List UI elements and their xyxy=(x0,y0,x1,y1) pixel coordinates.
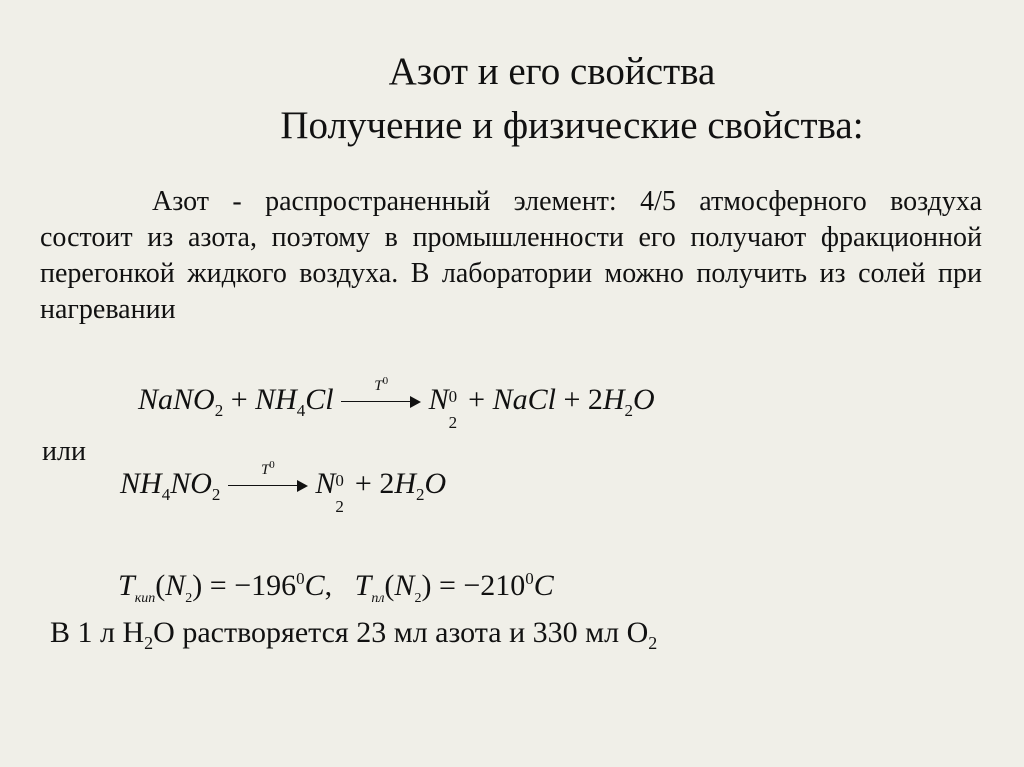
subscript: 4 xyxy=(161,485,171,504)
product-h2o-o: O xyxy=(424,467,447,500)
subscript: 2 xyxy=(414,591,422,606)
reaction-arrow xyxy=(341,375,421,417)
melting-substance: N xyxy=(394,569,415,602)
solubility-line xyxy=(50,616,657,654)
subscript: 2 xyxy=(415,485,425,504)
melting-point-symbol: T xyxy=(354,569,372,602)
coefficient: 2 xyxy=(379,467,395,500)
solubility-text-1: В 1 л H xyxy=(50,616,145,649)
intro-paragraph-text: Азот - распространенный элемент: 4/5 атмосферного воздуха состоит из азота, поэтому в промышленности его получают фракционной перегонкой жидкого воздуха. В лаборатории можно получить из солей при нагревании xyxy=(40,186,982,325)
subscript: 2 xyxy=(214,401,224,420)
reaction-2 xyxy=(120,459,447,516)
slide-subtitle: Получение и физические свойства: xyxy=(280,104,864,147)
coefficient: 2 xyxy=(587,383,603,416)
degree-mark: 0 xyxy=(296,569,305,588)
reaction-arrow xyxy=(228,459,308,501)
plus-sign: + xyxy=(468,383,486,416)
degree-mark: 0 xyxy=(525,569,534,588)
subscript: 2 xyxy=(335,497,344,516)
product-h2o: H xyxy=(394,467,416,500)
subscript: 2 xyxy=(624,401,634,420)
reactant-nh4cl-cl: Cl xyxy=(305,383,334,416)
slide-title: Азот и его свойства xyxy=(388,50,716,93)
plus-sign: + xyxy=(354,467,372,500)
reaction-condition: $T^0$ xyxy=(374,375,389,395)
subscript: 2 xyxy=(185,591,193,606)
plus-sign: + xyxy=(230,383,248,416)
solubility-text-2: O растворяется 23 мл азота и 330 мл O xyxy=(153,616,649,649)
product-n2: N xyxy=(315,467,336,500)
melting-point-value: −210 xyxy=(463,569,526,602)
reactant-nh4no2-no: NO xyxy=(170,467,212,500)
boiling-point-value: −196 xyxy=(234,569,297,602)
reaction-condition: $T^0$ xyxy=(260,459,275,479)
reaction-1 xyxy=(138,375,655,432)
phase-temperatures: $T_{кип}(N_2) = -196^0C$, $T_{пл}(N_2) = -210^0C$ xyxy=(118,569,554,606)
product-h2o-o: O xyxy=(633,383,655,416)
subscript: 2 xyxy=(144,633,154,653)
subscript: 2 xyxy=(211,485,221,504)
melting-point-unit: C xyxy=(533,569,554,602)
boiling-substance: N xyxy=(165,569,186,602)
intro-paragraph xyxy=(40,184,982,328)
boiling-point-unit: C xyxy=(304,569,325,602)
reactant-nano2: NaNO xyxy=(138,383,215,416)
oxidation-state: 0 xyxy=(448,387,458,406)
subscript: 4 xyxy=(296,401,306,420)
product-nacl: NaCl xyxy=(492,383,556,416)
reactant-nh4no2: NH xyxy=(120,467,162,500)
subscript: 2 xyxy=(448,413,458,432)
melting-subscript: пл xyxy=(371,591,385,606)
reactant-nh4cl: NH xyxy=(255,383,297,416)
boiling-point-symbol: T xyxy=(118,569,135,602)
subscript: 2 xyxy=(648,633,658,653)
boiling-subscript: кип xyxy=(134,591,156,606)
product-h2o: H xyxy=(602,383,625,416)
plus-sign: + xyxy=(563,383,581,416)
product-n2: N xyxy=(428,383,449,416)
oxidation-state: 0 xyxy=(335,471,344,490)
or-label: или xyxy=(42,436,86,467)
